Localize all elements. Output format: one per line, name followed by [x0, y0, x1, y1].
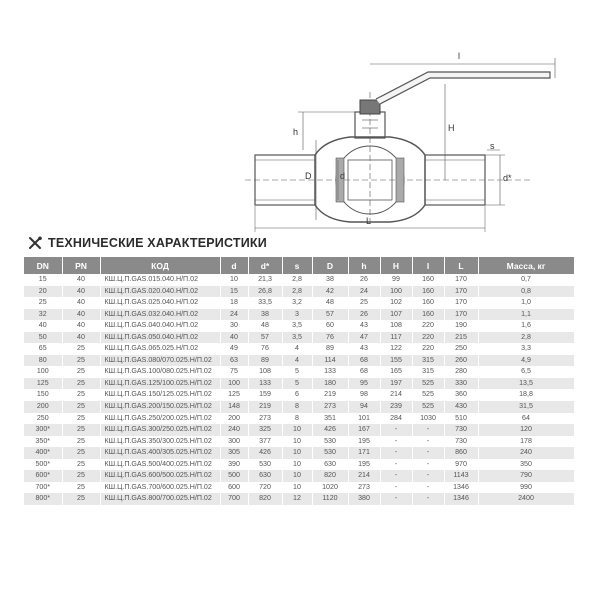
- table-cell: 4,9: [478, 355, 574, 367]
- table-cell: 18,8: [478, 389, 574, 401]
- table-cell: КШ.Ц.П.GAS.020.040.Н/П.02: [100, 286, 220, 298]
- table-cell: 730: [444, 436, 478, 448]
- table-cell: 171: [348, 447, 380, 459]
- table-cell: 49: [220, 343, 248, 355]
- dim-label-dstar: d*: [503, 173, 512, 183]
- table-cell: 165: [380, 366, 412, 378]
- table-cell: 57: [248, 332, 282, 344]
- table-cell: КШ.Ц.П.GAS.700/600.025.Н/П.02: [100, 482, 220, 494]
- table-cell: 1346: [444, 482, 478, 494]
- table-cell: 25: [62, 470, 100, 482]
- table-cell: 25: [62, 482, 100, 494]
- dim-label-D: D: [305, 171, 312, 181]
- table-cell: 148: [220, 401, 248, 413]
- table-cell: 160: [412, 297, 444, 309]
- table-cell: 260: [444, 355, 478, 367]
- table-row: [24, 297, 574, 309]
- table-cell: 820: [248, 493, 282, 505]
- table-cell: -: [412, 459, 444, 471]
- table-cell: 2400: [478, 493, 574, 505]
- table-cell: -: [412, 447, 444, 459]
- table-cell: 100: [220, 378, 248, 390]
- table-cell: 102: [380, 297, 412, 309]
- table-cell: 76: [312, 332, 348, 344]
- seat-right: [396, 158, 404, 202]
- table-cell: КШ.Ц.П.GAS.050.040.Н/П.02: [100, 332, 220, 344]
- table-cell: 970: [444, 459, 478, 471]
- table-cell: 114: [312, 355, 348, 367]
- dim-label-h: h: [293, 127, 299, 137]
- table-cell: 98: [348, 389, 380, 401]
- table-cell: 300*: [24, 424, 62, 436]
- table-cell: 305: [220, 447, 248, 459]
- table-cell: КШ.Ц.П.GAS.015.040.Н/П.02: [100, 274, 220, 286]
- column-header: h: [348, 257, 380, 274]
- table-cell: 125: [24, 378, 62, 390]
- valve-handle: [376, 72, 550, 104]
- column-header: H: [380, 257, 412, 274]
- table-cell: 133: [248, 378, 282, 390]
- table-cell: 178: [478, 436, 574, 448]
- section-title-text: ТЕХНИЧЕСКИЕ ХАРАКТЕРИСТИКИ: [48, 236, 267, 250]
- table-cell: 40: [62, 297, 100, 309]
- table-cell: 95: [348, 378, 380, 390]
- table-cell: -: [412, 424, 444, 436]
- table-cell: 50: [24, 332, 62, 344]
- table-cell: 25: [62, 459, 100, 471]
- table-cell: -: [380, 424, 412, 436]
- table-cell: 26: [348, 309, 380, 321]
- table-cell: 100: [24, 366, 62, 378]
- table-cell: 13,5: [478, 378, 574, 390]
- table-cell: -: [412, 470, 444, 482]
- table-cell: 315: [412, 366, 444, 378]
- table-cell: 10: [282, 447, 312, 459]
- table-cell: 240: [478, 447, 574, 459]
- table-cell: 15: [24, 274, 62, 286]
- table-cell: КШ.Ц.П.GAS.500/400.025.Н/П.02: [100, 459, 220, 471]
- table-cell: 31,5: [478, 401, 574, 413]
- table-cell: 3: [282, 309, 312, 321]
- table-cell: 315: [412, 355, 444, 367]
- table-cell: 10: [282, 424, 312, 436]
- table-cell: 40: [62, 320, 100, 332]
- table-cell: 101: [348, 413, 380, 425]
- table-row: [24, 286, 574, 298]
- table-cell: 48: [248, 320, 282, 332]
- table-cell: 219: [248, 401, 282, 413]
- dim-label-s: s: [490, 141, 495, 151]
- table-cell: 330: [444, 378, 478, 390]
- table-cell: 2,8: [282, 286, 312, 298]
- column-header: d*: [248, 257, 282, 274]
- table-cell: 630: [312, 459, 348, 471]
- table-cell: 64: [478, 413, 574, 425]
- table-cell: 377: [248, 436, 282, 448]
- table-cell: 10: [282, 436, 312, 448]
- table-cell: -: [380, 447, 412, 459]
- table-cell: КШ.Ц.П.GAS.100/080.025.Н/П.02: [100, 366, 220, 378]
- table-cell: 170: [444, 286, 478, 298]
- table-cell: 1,0: [478, 297, 574, 309]
- table-cell: 167: [348, 424, 380, 436]
- table-cell: КШ.Ц.П.GAS.800/700.025.Н/П.02: [100, 493, 220, 505]
- table-cell: 6,5: [478, 366, 574, 378]
- table-cell: КШ.Ц.П.GAS.250/200.025.Н/П.02: [100, 413, 220, 425]
- table-cell: 350: [478, 459, 574, 471]
- table-cell: 40: [220, 332, 248, 344]
- table-cell: 720: [248, 482, 282, 494]
- table-cell: 220: [412, 343, 444, 355]
- table-cell: КШ.Ц.П.GAS.350/300.025.Н/П.02: [100, 436, 220, 448]
- table-cell: 790: [478, 470, 574, 482]
- table-cell: 107: [380, 309, 412, 321]
- table-cell: 15: [220, 286, 248, 298]
- table-cell: 170: [444, 309, 478, 321]
- table-cell: 390: [220, 459, 248, 471]
- table-cell: 80: [24, 355, 62, 367]
- table-cell: 351: [312, 413, 348, 425]
- table-cell: 40: [62, 309, 100, 321]
- table-cell: 68: [348, 355, 380, 367]
- table-cell: 700: [220, 493, 248, 505]
- table-cell: 25: [62, 436, 100, 448]
- table-cell: 122: [380, 343, 412, 355]
- table-cell: 108: [248, 366, 282, 378]
- table-cell: 700*: [24, 482, 62, 494]
- table-cell: 10: [282, 482, 312, 494]
- table-cell: 40: [62, 274, 100, 286]
- table-cell: 0,7: [478, 274, 574, 286]
- table-cell: 10: [282, 470, 312, 482]
- table-row: [24, 332, 574, 344]
- table-cell: -: [380, 493, 412, 505]
- table-cell: 630: [248, 470, 282, 482]
- table-cell: 500: [220, 470, 248, 482]
- table-cell: 215: [444, 332, 478, 344]
- table-cell: 800*: [24, 493, 62, 505]
- table-cell: 426: [312, 424, 348, 436]
- table-cell: 68: [348, 366, 380, 378]
- table-cell: 117: [380, 332, 412, 344]
- table-cell: 525: [412, 378, 444, 390]
- column-header: КОД: [100, 257, 220, 274]
- table-cell: 120: [478, 424, 574, 436]
- table-cell: 150: [24, 389, 62, 401]
- table-row: [24, 389, 574, 401]
- column-header: PN: [62, 257, 100, 274]
- table-cell: 43: [348, 343, 380, 355]
- table-cell: 30: [220, 320, 248, 332]
- table-cell: 350*: [24, 436, 62, 448]
- table-cell: 99: [380, 274, 412, 286]
- table-cell: 197: [380, 378, 412, 390]
- table-cell: 195: [348, 459, 380, 471]
- table-cell: 33,5: [248, 297, 282, 309]
- table-row: [24, 447, 574, 459]
- table-cell: 1143: [444, 470, 478, 482]
- table-cell: КШ.Ц.П.GAS.125/100.025.Н/П.02: [100, 378, 220, 390]
- table-cell: 5: [282, 378, 312, 390]
- table-row: [24, 424, 574, 436]
- table-row: [24, 459, 574, 471]
- table-cell: 2,8: [282, 274, 312, 286]
- table-cell: 159: [248, 389, 282, 401]
- table-cell: 10: [220, 274, 248, 286]
- table-cell: 4: [282, 355, 312, 367]
- table-cell: 25: [62, 355, 100, 367]
- table-cell: 3,2: [282, 297, 312, 309]
- table-cell: 89: [312, 343, 348, 355]
- column-header: s: [282, 257, 312, 274]
- table-cell: 1030: [412, 413, 444, 425]
- table-cell: КШ.Ц.П.GAS.300/250.025.Н/П.02: [100, 424, 220, 436]
- table-row: [24, 378, 574, 390]
- table-cell: 530: [248, 459, 282, 471]
- table-cell: 820: [312, 470, 348, 482]
- table-cell: 40: [62, 332, 100, 344]
- table-cell: 360: [444, 389, 478, 401]
- table-cell: 24: [348, 286, 380, 298]
- table-cell: 4: [282, 343, 312, 355]
- table-cell: 1,1: [478, 309, 574, 321]
- table-cell: 220: [412, 332, 444, 344]
- table-cell: 240: [220, 424, 248, 436]
- dim-label-d: d: [340, 171, 346, 181]
- table-row: [24, 274, 574, 286]
- table-cell: 400*: [24, 447, 62, 459]
- table-cell: 160: [412, 286, 444, 298]
- valve-drawing-svg: [0, 0, 591, 236]
- table-cell: 125: [220, 389, 248, 401]
- table-cell: 220: [412, 320, 444, 332]
- table-cell: 500*: [24, 459, 62, 471]
- section-title: [28, 235, 267, 251]
- table-cell: 6: [282, 389, 312, 401]
- table-cell: 990: [478, 482, 574, 494]
- table-cell: 25: [24, 297, 62, 309]
- table-cell: 239: [380, 401, 412, 413]
- table-cell: 3,5: [282, 320, 312, 332]
- table-cell: 1120: [312, 493, 348, 505]
- table-row: [24, 343, 574, 355]
- table-row: [24, 366, 574, 378]
- table-cell: 25: [62, 389, 100, 401]
- table-cell: 180: [312, 378, 348, 390]
- table-cell: 380: [348, 493, 380, 505]
- table-cell: 38: [312, 274, 348, 286]
- table-row: [24, 482, 574, 494]
- table-cell: КШ.Ц.П.GAS.065.025.Н/П.02: [100, 343, 220, 355]
- table-cell: 1020: [312, 482, 348, 494]
- table-cell: 25: [62, 366, 100, 378]
- table-cell: 21,3: [248, 274, 282, 286]
- table-cell: 40: [62, 286, 100, 298]
- column-header: D: [312, 257, 348, 274]
- table-cell: КШ.Ц.П.GAS.150/125.025.Н/П.02: [100, 389, 220, 401]
- table-cell: 65: [24, 343, 62, 355]
- table-cell: 25: [62, 447, 100, 459]
- specs-table: [24, 257, 575, 505]
- table-cell: 12: [282, 493, 312, 505]
- column-header: l: [412, 257, 444, 274]
- table-cell: 510: [444, 413, 478, 425]
- table-cell: 25: [62, 424, 100, 436]
- table-cell: -: [412, 436, 444, 448]
- table-cell: 525: [412, 401, 444, 413]
- table-cell: 195: [348, 436, 380, 448]
- table-cell: 273: [312, 401, 348, 413]
- table-cell: 3,5: [282, 332, 312, 344]
- table-cell: 525: [412, 389, 444, 401]
- table-cell: 108: [380, 320, 412, 332]
- table-cell: 26,8: [248, 286, 282, 298]
- table-cell: -: [412, 482, 444, 494]
- column-header: L: [444, 257, 478, 274]
- table-row: [24, 493, 574, 505]
- table-cell: 170: [444, 274, 478, 286]
- table-cell: 25: [62, 493, 100, 505]
- table-cell: 3,3: [478, 343, 574, 355]
- column-header: d: [220, 257, 248, 274]
- table-cell: 25: [348, 297, 380, 309]
- dim-label-l: l: [458, 51, 460, 61]
- table-row: [24, 413, 574, 425]
- table-cell: 219: [312, 389, 348, 401]
- table-header-row: [24, 257, 574, 274]
- table-cell: -: [380, 459, 412, 471]
- table-cell: КШ.Ц.П.GAS.400/305.025.Н/П.02: [100, 447, 220, 459]
- table-cell: 5: [282, 366, 312, 378]
- table-cell: 250: [444, 343, 478, 355]
- table-cell: 1346: [444, 493, 478, 505]
- table-cell: 20: [24, 286, 62, 298]
- table-cell: КШ.Ц.П.GAS.600/500.025.Н/П.02: [100, 470, 220, 482]
- table-cell: 47: [348, 332, 380, 344]
- column-header: DN: [24, 257, 62, 274]
- wrench-screwdriver-icon: [28, 236, 42, 250]
- table-cell: 38: [248, 309, 282, 321]
- table-row: [24, 355, 574, 367]
- table-cell: 426: [248, 447, 282, 459]
- table-row: [24, 470, 574, 482]
- table-cell: 280: [444, 366, 478, 378]
- table-cell: 10: [282, 459, 312, 471]
- table-cell: 155: [380, 355, 412, 367]
- table-cell: 300: [220, 436, 248, 448]
- table-cell: 25: [62, 413, 100, 425]
- table-cell: 170: [444, 297, 478, 309]
- table-cell: 8: [282, 413, 312, 425]
- table-cell: 250: [24, 413, 62, 425]
- table-cell: 160: [412, 309, 444, 321]
- table-cell: 94: [348, 401, 380, 413]
- table-cell: 26: [348, 274, 380, 286]
- table-cell: 273: [348, 482, 380, 494]
- table-cell: 530: [312, 447, 348, 459]
- table-cell: КШ.Ц.П.GAS.025.040.Н/П.02: [100, 297, 220, 309]
- table-cell: 600*: [24, 470, 62, 482]
- table-cell: 860: [444, 447, 478, 459]
- table-cell: КШ.Ц.П.GAS.200/150.025.Н/П.02: [100, 401, 220, 413]
- table-cell: 25: [62, 343, 100, 355]
- valve-drawing: [0, 0, 591, 236]
- table-cell: -: [380, 436, 412, 448]
- table-cell: 133: [312, 366, 348, 378]
- table-cell: 273: [248, 413, 282, 425]
- dim-label-H: H: [448, 123, 455, 133]
- table-cell: -: [412, 493, 444, 505]
- table-cell: 0,8: [478, 286, 574, 298]
- table-cell: 1,6: [478, 320, 574, 332]
- table-cell: 24: [220, 309, 248, 321]
- table-cell: 8: [282, 401, 312, 413]
- table-cell: 32: [24, 309, 62, 321]
- table-cell: 75: [220, 366, 248, 378]
- table-row: [24, 309, 574, 321]
- table-cell: КШ.Ц.П.GAS.080/070.025.Н/П.02: [100, 355, 220, 367]
- table-cell: КШ.Ц.П.GAS.040.040.Н/П.02: [100, 320, 220, 332]
- table-cell: 600: [220, 482, 248, 494]
- table-cell: 25: [62, 378, 100, 390]
- table-cell: 18: [220, 297, 248, 309]
- table-body: [24, 274, 574, 505]
- table-cell: 25: [62, 401, 100, 413]
- table-cell: 57: [312, 309, 348, 321]
- table-cell: 40: [24, 320, 62, 332]
- table-cell: 42: [312, 286, 348, 298]
- table-cell: 430: [444, 401, 478, 413]
- table-cell: -: [380, 470, 412, 482]
- table-cell: 76: [248, 343, 282, 355]
- table-cell: 48: [312, 297, 348, 309]
- table-cell: 160: [412, 274, 444, 286]
- table-cell: 190: [444, 320, 478, 332]
- table-cell: 730: [444, 424, 478, 436]
- table-cell: 43: [348, 320, 380, 332]
- table-row: [24, 436, 574, 448]
- table-cell: 214: [380, 389, 412, 401]
- table-cell: 325: [248, 424, 282, 436]
- table-cell: 214: [348, 470, 380, 482]
- stem-head: [360, 100, 380, 114]
- table-cell: 63: [220, 355, 248, 367]
- table-row: [24, 320, 574, 332]
- table-cell: 200: [220, 413, 248, 425]
- table-cell: 2,8: [478, 332, 574, 344]
- table-cell: КШ.Ц.П.GAS.032.040.Н/П.02: [100, 309, 220, 321]
- table-cell: 530: [312, 436, 348, 448]
- table-cell: 89: [248, 355, 282, 367]
- table-cell: 100: [380, 286, 412, 298]
- table-cell: -: [380, 482, 412, 494]
- dim-label-L: L: [366, 216, 372, 226]
- table-row: [24, 401, 574, 413]
- table-cell: 60: [312, 320, 348, 332]
- table-cell: 284: [380, 413, 412, 425]
- column-header: Масса, кг: [478, 257, 574, 274]
- table-cell: 200: [24, 401, 62, 413]
